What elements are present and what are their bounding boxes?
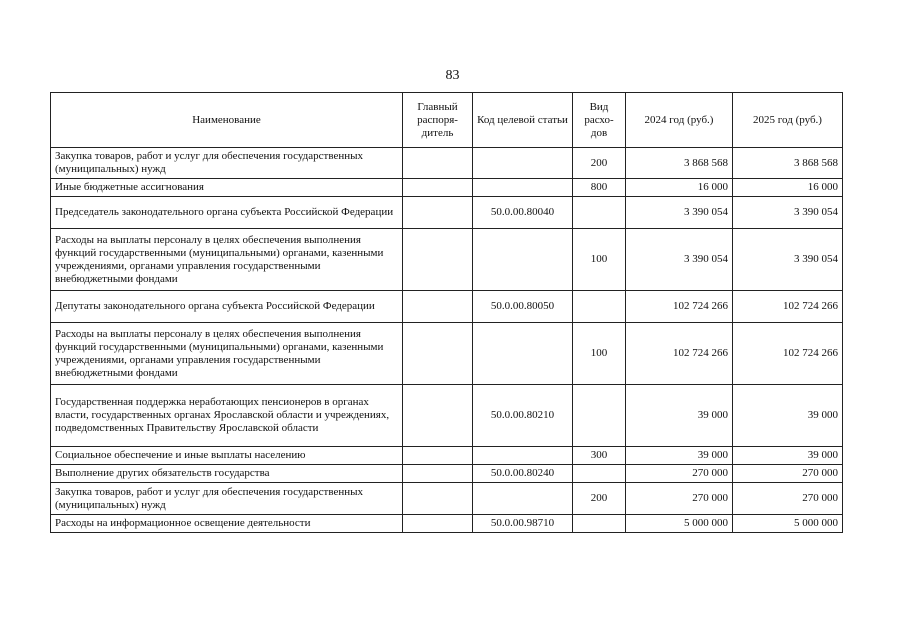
cell-2025: 102 724 266 xyxy=(733,323,843,385)
cell-2025: 3 390 054 xyxy=(733,197,843,229)
table-row xyxy=(51,465,843,483)
cell-2025: 16 000 xyxy=(733,179,843,197)
cell-code: 50.0.00.80240 xyxy=(473,465,573,483)
cell-2024: 102 724 266 xyxy=(626,323,733,385)
table-row xyxy=(51,291,843,323)
cell-type xyxy=(573,465,626,483)
header-manager: Главный распоря-дитель xyxy=(403,93,473,148)
header-name: Наименование xyxy=(51,93,403,148)
cell-2024: 5 000 000 xyxy=(626,515,733,533)
cell-name: Закупка товаров, работ и услуг для обеспечения государственных (муниципальных) нужд xyxy=(51,483,403,515)
cell-type: 800 xyxy=(573,179,626,197)
cell-2024: 270 000 xyxy=(626,483,733,515)
cell-manager xyxy=(403,323,473,385)
cell-manager xyxy=(403,483,473,515)
cell-2025: 3 390 054 xyxy=(733,229,843,291)
cell-type: 300 xyxy=(573,447,626,465)
cell-name: Закупка товаров, работ и услуг для обеспечения государственных (муниципальных) нужд xyxy=(51,148,403,179)
header-code: Код целевой статьи xyxy=(473,93,573,148)
cell-manager xyxy=(403,179,473,197)
cell-code: 50.0.00.80040 xyxy=(473,197,573,229)
table-row xyxy=(51,447,843,465)
cell-type xyxy=(573,515,626,533)
cell-name: Государственная поддержка неработающих пенсионеров в органах власти, государственных органах Ярославской области и учреждениях, подведомственных Правительству Ярославской области xyxy=(51,385,403,447)
cell-manager xyxy=(403,385,473,447)
cell-type: 200 xyxy=(573,148,626,179)
cell-2024: 270 000 xyxy=(626,465,733,483)
cell-type: 100 xyxy=(573,323,626,385)
cell-2025: 39 000 xyxy=(733,385,843,447)
cell-code: 50.0.00.98710 xyxy=(473,515,573,533)
cell-code xyxy=(473,148,573,179)
cell-2024: 3 390 054 xyxy=(626,229,733,291)
table-row xyxy=(51,515,843,533)
header-type: Вид расхо-дов xyxy=(573,93,626,148)
table-row xyxy=(51,148,843,179)
cell-manager xyxy=(403,148,473,179)
header-2025: 2025 год (руб.) xyxy=(733,93,843,148)
cell-code xyxy=(473,447,573,465)
cell-2025: 270 000 xyxy=(733,465,843,483)
cell-type xyxy=(573,291,626,323)
header-2024: 2024 год (руб.) xyxy=(626,93,733,148)
cell-manager xyxy=(403,229,473,291)
table-header-row xyxy=(51,93,843,148)
table-row xyxy=(51,323,843,385)
table-row xyxy=(51,385,843,447)
cell-2025: 5 000 000 xyxy=(733,515,843,533)
cell-name: Депутаты законодательного органа субъекта Российской Федерации xyxy=(51,291,403,323)
cell-2025: 270 000 xyxy=(733,483,843,515)
cell-name: Выполнение других обязательств государства xyxy=(51,465,403,483)
cell-manager xyxy=(403,447,473,465)
cell-manager xyxy=(403,515,473,533)
table-row xyxy=(51,483,843,515)
table-row xyxy=(51,229,843,291)
table-body xyxy=(51,148,843,533)
cell-name: Расходы на выплаты персоналу в целях обеспечения выполнения функций государственными (муниципальными) органами, казенными учреждениями, органами управления государственными внебюджетными фондами xyxy=(51,323,403,385)
page-number: 83 xyxy=(445,68,460,83)
cell-code xyxy=(473,179,573,197)
cell-2024: 39 000 xyxy=(626,447,733,465)
cell-name: Председатель законодательного органа субъекта Российской Федерации xyxy=(51,197,403,229)
cell-type xyxy=(573,197,626,229)
cell-manager xyxy=(403,197,473,229)
cell-2024: 39 000 xyxy=(626,385,733,447)
cell-2024: 3 390 054 xyxy=(626,197,733,229)
cell-2025: 102 724 266 xyxy=(733,291,843,323)
cell-code xyxy=(473,483,573,515)
cell-name: Социальное обеспечение и иные выплаты населению xyxy=(51,447,403,465)
cell-code: 50.0.00.80210 xyxy=(473,385,573,447)
cell-code: 50.0.00.80050 xyxy=(473,291,573,323)
table-row xyxy=(51,179,843,197)
table-row xyxy=(51,197,843,229)
cell-manager xyxy=(403,465,473,483)
cell-code xyxy=(473,229,573,291)
cell-name: Расходы на выплаты персоналу в целях обеспечения выполнения функций государственными (муниципальными) органами, казенными учреждениями, органами управления государственными внебюджетными фондами xyxy=(51,229,403,291)
cell-name: Расходы на информационное освещение деятельности xyxy=(51,515,403,533)
cell-type: 200 xyxy=(573,483,626,515)
cell-type: 100 xyxy=(573,229,626,291)
cell-manager xyxy=(403,291,473,323)
cell-type xyxy=(573,385,626,447)
cell-2024: 3 868 568 xyxy=(626,148,733,179)
cell-code xyxy=(473,323,573,385)
cell-name: Иные бюджетные ассигнования xyxy=(51,179,403,197)
cell-2025: 39 000 xyxy=(733,447,843,465)
cell-2024: 102 724 266 xyxy=(626,291,733,323)
cell-2025: 3 868 568 xyxy=(733,148,843,179)
cell-2024: 16 000 xyxy=(626,179,733,197)
budget-table xyxy=(50,92,843,533)
